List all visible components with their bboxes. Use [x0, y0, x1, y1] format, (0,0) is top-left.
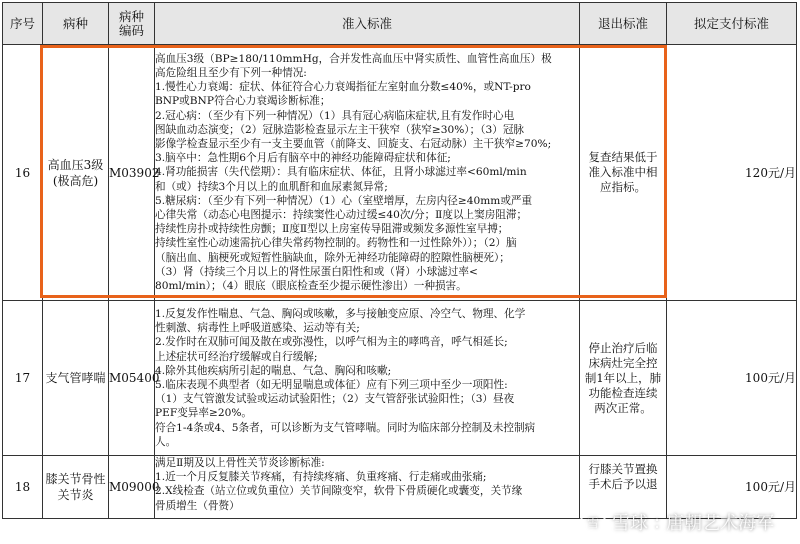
entry-criteria-line: 上述症状可经治疗缓解或自行缓解;	[155, 350, 318, 363]
row-disease-name	[43, 456, 109, 519]
row-payment: 100元/月	[667, 456, 797, 519]
entry-criteria-line: PEF变异率≥20%。	[155, 407, 253, 420]
row-payment: 120元/月	[667, 45, 797, 301]
entry-criteria-line: 满足Ⅱ期及以上骨性关节炎诊断标准:	[155, 457, 325, 469]
entry-criteria-line: 影像学检查显示至少有一支主要血管（前降支、回旋支、右冠动脉）主干狭窄≥70%;	[155, 137, 552, 150]
disease-name-line: 高血压3级	[47, 157, 104, 172]
entry-criteria-line: 3.脑卒中：急性期6个月后有脑卒中的神经功能障碍症状和体征;	[155, 152, 451, 165]
entry-criteria-line: 2.X线检查（站立位或负重位）关节间隙变窄，软骨下骨质硬化或囊变，关节缘	[155, 485, 523, 498]
exit-criteria-line: 复查结果低于	[588, 150, 658, 164]
exit-criteria-line: 床病灶完全控	[588, 355, 658, 370]
entry-criteria-line: BNP或BNP符合心力衰竭诊断标准；	[155, 95, 331, 108]
row-exit-criteria	[580, 301, 667, 456]
entry-criteria-line: 骨质增生（骨赘）	[155, 499, 240, 512]
exit-criteria-line: 应指标。	[600, 180, 646, 194]
header-payment: 拟定支付标准	[667, 3, 797, 45]
row-disease-code: M03902	[109, 45, 155, 301]
table-row	[3, 45, 797, 301]
exit-criteria-line: 手术后予以退	[588, 477, 658, 491]
entry-criteria-line: （3）肾（持续三个月以上的肾性尿蛋白阳性和或（肾）小球滤过率<	[155, 265, 478, 278]
entry-criteria-line: 5.临床表现不典型者（如无明显喘息或体征）应有下列三项中至少一项阳性:	[155, 379, 508, 391]
entry-criteria-line: 2.发作时在双肺可闻及散在或弥漫性，以呼气相为主的哮鸣音，呼气相延长;	[155, 336, 508, 349]
disease-name-line: 膝关节骨性	[45, 472, 106, 486]
row-entry-criteria	[155, 45, 580, 301]
medical-standards-table	[2, 2, 797, 519]
exit-criteria-line: 功能检查连续	[588, 385, 658, 400]
row-seq: 17	[3, 301, 43, 456]
entry-criteria-line: 性刺激、病毒性上呼吸道感染、运动等有关;	[155, 322, 360, 335]
table-row	[3, 301, 797, 456]
exit-criteria-line: 制1年以上，肺	[584, 370, 662, 385]
entry-criteria-line: （1）支气管激发试验或运动试验阳性；（2）支气管舒张试验阳性；（3）昼夜	[155, 393, 515, 406]
entry-criteria-line: 1.反复发作性喘息、气急、胸闷或咳嗽，多与接触变应原、冷空气、物理、化学	[155, 307, 526, 320]
entry-criteria-line: 持续性室性心动速需抗心律失常药物控制的。药物性和一过性除外））；（2）脑	[155, 237, 517, 250]
entry-criteria-line: 4.除外其他疾病所引起的喘息、气急、胸闷和咳嗽;	[155, 364, 392, 377]
row-entry-criteria	[155, 301, 580, 456]
row-disease-name	[43, 301, 109, 456]
header-entry-criteria: 准入标准	[155, 3, 580, 45]
row-disease-name	[43, 45, 109, 301]
row-seq: 16	[3, 45, 43, 301]
exit-criteria-line: 行膝关节置换	[588, 462, 658, 476]
row-exit-criteria	[580, 45, 667, 301]
exit-criteria-line: 两次正常。	[594, 400, 652, 415]
watermark	[580, 506, 796, 538]
disease-name-line: 关节炎	[57, 488, 94, 502]
watermark-separator: :	[654, 511, 661, 533]
entry-criteria-line: 1.近一个月反复膝关节疼痛，有持续疼痛、负重疼痛、行走痛或曲张痛;	[155, 471, 487, 484]
disease-name-line: 支气管哮喘	[45, 371, 106, 385]
entry-criteria-line: 人。	[155, 435, 177, 448]
row-entry-criteria	[155, 456, 580, 519]
entry-criteria-line: 心律失常（动态心电图提示：持续窦性心动过缓≤40次/分；Ⅱ度以上窦房阻滞；	[155, 209, 528, 221]
header-code: 病种 编码	[109, 3, 155, 45]
watermark-site: 雪球	[612, 513, 648, 534]
header-disease: 病种	[43, 3, 109, 45]
entry-criteria-line: 80ml/min）；（4）眼底（眼底检查至少提示硬性渗出）一种损害。	[155, 280, 467, 293]
row-disease-code: M05400	[109, 301, 155, 456]
entry-criteria-line: 图缺血动态演变；（2）冠脉造影检查显示左主干狭窄（狭窄≥30%）；（3）冠脉	[155, 123, 524, 136]
entry-criteria-line: 持续性房扑或持续性房颤；Ⅱ度Ⅱ型以上房室传导阻滞或频发多源性室早搏；	[155, 223, 509, 236]
row-disease-code: M09000	[109, 456, 155, 519]
row-payment: 100元/月	[667, 301, 797, 456]
header-seq: 序号	[3, 3, 43, 45]
disease-name-line: (极高危)	[52, 173, 99, 188]
entry-criteria-line: 高危险组且至少有下列一种情况:	[155, 66, 307, 79]
header-exit-criteria: 退出标准	[580, 3, 667, 45]
entry-criteria-line: 符合1-4条或4、5条者，可以诊断为支气管哮喘。同时为临床部分控制及未控制病	[155, 421, 536, 434]
entry-criteria-line: （脑出血、脑梗死或短暂性脑缺血，除外无神经功能障碍的腔隙性脑梗死）；	[155, 251, 510, 264]
entry-criteria-line: 4.肾功能损害（失代偿期）：具有临床症状、体征，且肾小球滤过率<60ml/min	[155, 166, 527, 179]
entry-criteria-line: 5.糖尿病：（至少有下列一种情况）（1）心（室壁增厚，左房内径≥40mm或严重	[155, 194, 533, 207]
entry-criteria-line: 1.慢性心力衰竭：症状、体征符合心力衰竭指征左室射血分数≤40%，或NT-pro	[155, 81, 531, 94]
watermark-author: 唐朝艺术海军	[666, 513, 775, 534]
exit-criteria-line: 准入标准中相	[588, 165, 658, 179]
entry-criteria-line: 2.冠心病：（至少有下列一种情况）（1）具有冠心病临床症状,且有发作时心电	[155, 109, 515, 122]
header-row	[3, 3, 797, 45]
snowball-logo-icon: 雪	[580, 509, 606, 535]
entry-criteria-line: 高血压3级（BP≥180/110mmHg，合并发性高血压中肾实质性、血管性高血压）极	[155, 52, 552, 65]
entry-criteria-line: 和（或）持续3个月以上的血肌酐和血尿素氮异常;	[155, 180, 388, 193]
row-seq: 18	[3, 456, 43, 519]
exit-criteria-line: 停止治疗后临	[588, 340, 658, 355]
